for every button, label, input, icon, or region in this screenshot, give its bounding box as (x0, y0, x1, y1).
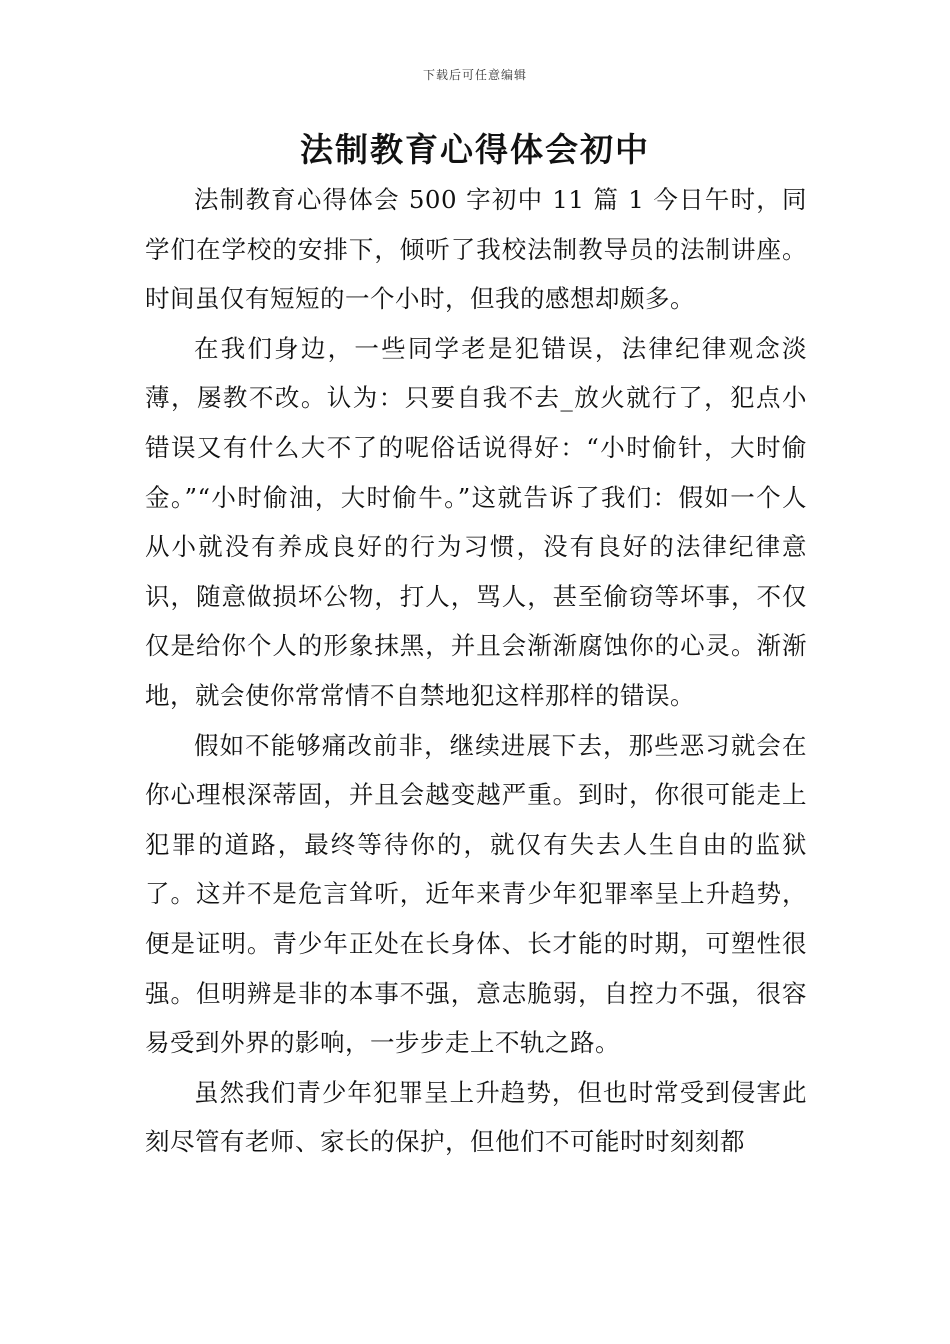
paragraph-3: 假如不能够痛改前非，继续进展下去，那些恶习就会在你心理根深蒂固，并且会越变越严重。到时，你很可能走上犯罪的道路，最终等待你的，就仅有失去人生自由的监狱了。这并不是危言耸听，近年来青少年犯罪率呈上升趋势，便是证明。青少年正处在长身体、长才能的时期，可塑性很强。但明辨是非的本事不强，意志脆弱，自控力不强，很容易受到外界的影响，一步步走上不轨之路。 (145, 730, 807, 1058)
document-body (145, 175, 807, 1167)
paragraph-4: 虽然我们青少年犯罪呈上升趋势，但也时常受到侵害此刻尽管有老师、家长的保护，但他们不可能时时刻刻都 (145, 1077, 807, 1157)
document-title: 法制教育心得体会初中 (300, 130, 650, 169)
paragraph-1: 法制教育心得体会 500 字初中 11 篇 1 今日午时，同学们在学校的安排下，倾听了我校法制教导员的法制讲座。时间虽仅有短短的一个小时，但我的感想却颇多。 (145, 185, 807, 314)
header-note: 下载后可任意编辑 (422, 68, 527, 82)
paragraph-2: 在我们身边，一些同学老是犯错误，法律纪律观念淡薄，屡教不改。认为：只要自我不去_放火就行了，犯点小错误又有什么大不了的呢俗话说得好：“小时偷针，大时偷金。”“小时偷油，大时偷牛。”这就告诉了我们：假如一个人从小就没有养成良好的行为习惯，没有良好的法律纪律意识，随意做损坏公物，打人，骂人，甚至偷窃等坏事，不仅仅是给你个人的形象抹黑，并且会渐渐腐蚀你的心灵。渐渐地，就会使你常常情不自禁地犯这样那样的错误。 (145, 333, 807, 710)
